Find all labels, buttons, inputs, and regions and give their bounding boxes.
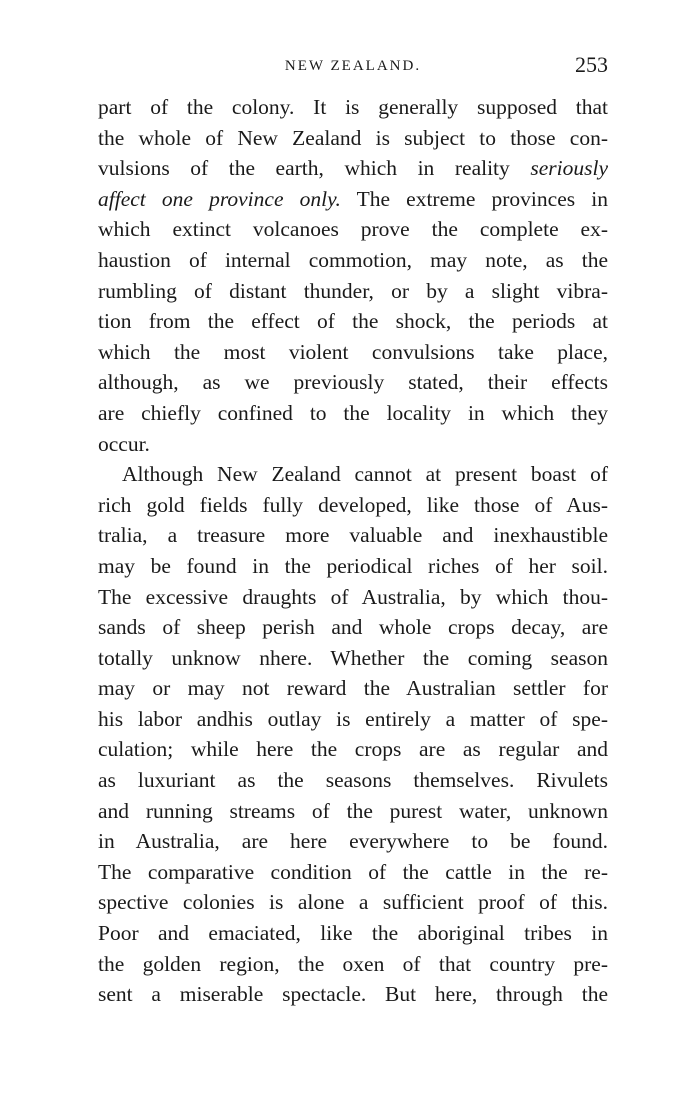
text-line: The comparative condition of the cattle in the re- — [98, 859, 608, 884]
page-number: 253 — [575, 52, 608, 77]
text-line: the whole of New Zealand is subject to those con- — [98, 125, 608, 150]
text-line: which the most violent convulsions take place, — [98, 339, 608, 364]
body-text — [98, 92, 608, 1010]
text-line: as luxuriant as the seasons themselves. Rivulets — [98, 768, 608, 793]
italic-phrase: affect one province only. — [98, 186, 341, 211]
text-line — [98, 184, 608, 215]
paragraph-1 — [98, 92, 608, 459]
text-run: vulsions of the earth, which in reality — [98, 156, 510, 181]
text-line: spective colonies is alone a sufficient proof of this. — [98, 890, 608, 915]
running-head — [98, 52, 608, 82]
text-line: may or may not reward the Australian settler for — [98, 676, 608, 701]
text-line: rich gold fields fully developed, like those of Aus- — [98, 492, 608, 517]
text-line: totally unknow nhere. Whether the coming season — [98, 645, 608, 670]
paragraph-2 — [98, 459, 608, 1010]
text-line: and running streams of the purest water, unknown — [98, 798, 608, 823]
text-line: the golden region, the oxen of that country pre- — [98, 951, 608, 976]
text-line: sands of sheep perish and whole crops decay, are — [98, 615, 608, 640]
text-line: are chiefly confined to the locality in which they — [98, 400, 608, 425]
text-line: tion from the effect of the shock, the periods at — [98, 309, 608, 334]
text-line: sent a miserable spectacle. But here, through the — [98, 982, 608, 1007]
text-line: Although New Zealand cannot at present boast of — [122, 462, 608, 487]
text-line: culation; while here the crops are as regular and — [98, 737, 608, 762]
text-line: rumbling of distant thunder, or by a slight vibra- — [98, 278, 608, 303]
text-line: tralia, a treasure more valuable and inexhaustible — [98, 523, 608, 548]
text-run: The extreme provinces in — [356, 186, 608, 211]
text-line: which extinct volcanoes prove the complete ex- — [98, 217, 608, 242]
text-line — [98, 153, 608, 184]
text-line: part of the colony. It is generally supposed that — [98, 95, 608, 119]
text-line: The excessive draughts of Australia, by which thou- — [98, 584, 608, 609]
running-title: NEW ZEALAND. — [284, 58, 422, 74]
text-line: in Australia, are here everywhere to be found. — [98, 829, 608, 854]
text-line: his labor andhis outlay is entirely a matter of spe- — [98, 706, 608, 731]
italic-phrase: seriously — [530, 156, 609, 181]
text-line: occur. — [98, 431, 150, 456]
text-line: haustion of internal commotion, may note, as the — [98, 247, 608, 272]
text-line: although, as we previously stated, their effects — [98, 370, 608, 395]
text-line: may be found in the periodical riches of her soil. — [98, 553, 608, 578]
text-line: Poor and emaciated, like the aboriginal tribes in — [98, 921, 608, 946]
